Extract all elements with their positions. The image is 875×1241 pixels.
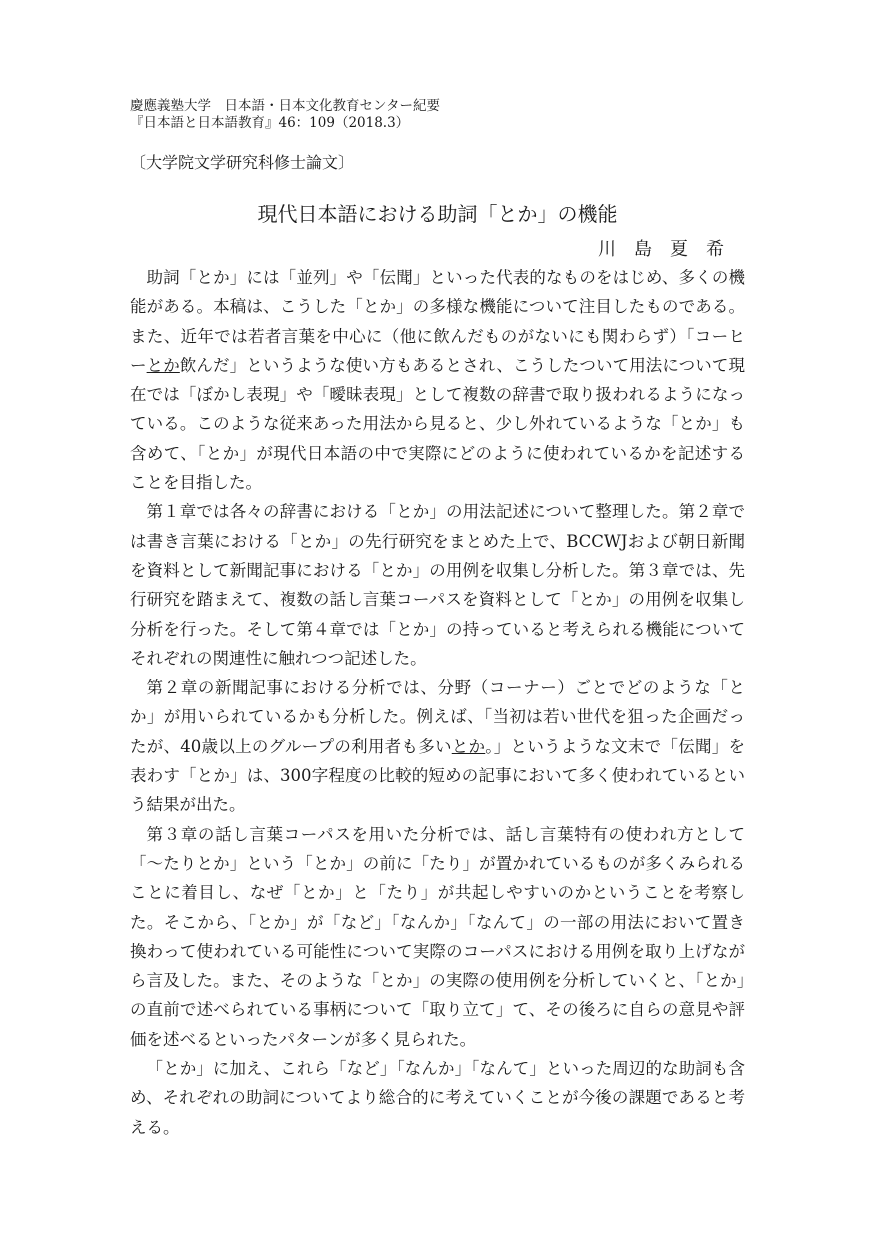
journal-header [130, 98, 440, 132]
thesis-category: 〔大学院文学研究科修士論文〕 [130, 153, 355, 172]
abstract-body [130, 263, 745, 1142]
paragraph-4 [130, 820, 745, 1054]
paragraph-text: 。」というような文末で「伝聞」を表わす「とか」は、300字程度の比較的短めの記事において多く使われているという結果が出た。 [130, 736, 745, 815]
underlined-example: とか [146, 355, 180, 375]
paper-title: 現代日本語における助詞「とか」の機能 [257, 202, 618, 226]
paragraph-1 [130, 263, 745, 497]
paragraph-text: 第１章では各々の辞書における「とか」の用法記述について整理した。第２章では書き言葉における「とか」の先行研究をまとめた上で、BCCWJおよび朝日新聞を資料として新聞記事における「とか」の用例を収集し分析した。第３章では、先行研究を踏まえて、複数の話し言葉コーパスを資料として「とか」の用例を収集し分析を行った。そして第４章では「とか」の持っていると考えられる機能についてそれぞれの関連性に触れつつ記述した。 [130, 502, 745, 668]
paragraph-5 [130, 1054, 745, 1142]
journal-header-line-1: 慶應義塾大学 日本語・日本文化教育センター紀要 [130, 98, 440, 114]
paragraph-3 [130, 673, 745, 819]
journal-header-line-2: 『日本語と日本語教育』46：109（2018.3） [130, 115, 410, 131]
paragraph-text: 飲んだ」というような使い方もあるとされ、こうしたついて用法について現在では「ぼかし表現」や「曖昧表現」として複数の辞書で取り扱われるようになっている。このような従来あった用法から見ると、少し外れているような「とか」も含めて、「とか」が現代日本語の中で実際にどのように使われているかを記述することを目指した。 [130, 355, 745, 493]
paragraph-2 [130, 497, 745, 673]
paragraph-text: 第３章の話し言葉コーパスを用いた分析では、話し言葉特有の使われ方として「～たりとか」という「とか」の前に「たり」が置かれているものが多くみられることに着目し、なぜ「とか」と「たり」が共起しやすいのかということを考察した。そこから、「とか」が「など」「なんか」「なんて」の一部の用法において置き換わって使われている可能性について実際のコーパスにおける用例を取り上げながら言及した。また、そのような「とか」の実際の使用例を分析していくと、「とか」の直前で述べられている事柄について「取り立て」て、その後ろに自らの意見や評価を述べるといったパターンが多く見られた。 [130, 824, 745, 1049]
paragraph-text: 第２章の新聞記事における分析では、分野（コーナー）ごとでどのような「とか」が用いられているかも分析した。例えば、「当初は若い世代を狙った企画だったが、40歳以上のグループの利用者も多い [130, 678, 745, 756]
paragraph-text: 助詞「とか」には「並列」や「伝聞」といった代表的なものをはじめ、多くの機能がある。本稿は、こうした「とか」の多様な機能について注目したものである。また、近年では若者言葉を中心に（他に飲んだものがないにも関わらず）「コーヒー [130, 268, 745, 375]
author-name: 川島夏希 [598, 239, 742, 260]
underlined-example: とか [451, 736, 486, 756]
paragraph-text: 「とか」に加え、これら「など」「なんか」「なんて」といった周辺的な助詞も含め、それぞれの助詞についてより総合的に考えていくことが今後の課題であると考える。 [130, 1059, 745, 1137]
